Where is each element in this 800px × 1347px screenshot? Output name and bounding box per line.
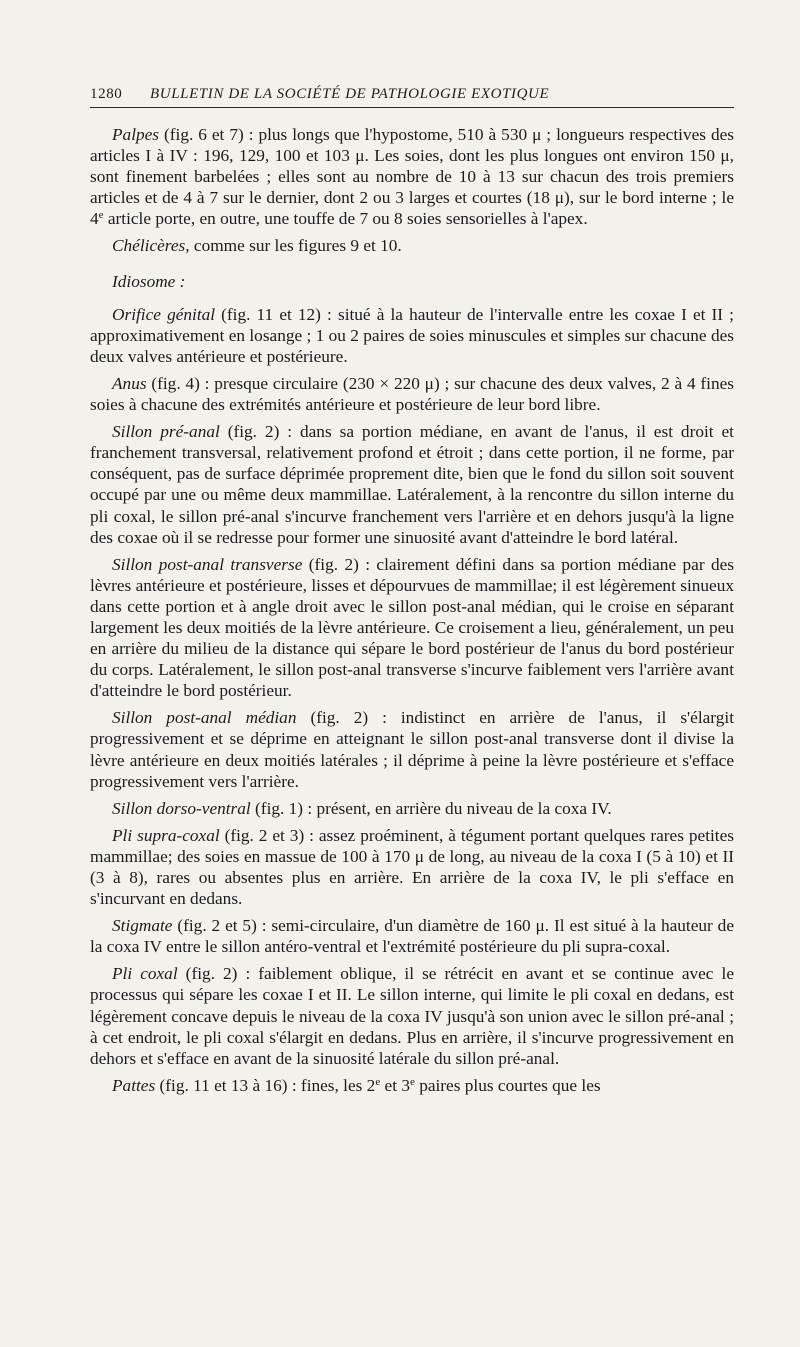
running-header: [90, 86, 734, 108]
paragraph-pattes: Pattes (fig. 11 et 13 à 16) : fines, les 2e et 3e paires plus courtes que les: [112, 1075, 601, 1095]
paragraph-pli-coxal: Pli coxal (fig. 2) : faiblement oblique, il se rétrécit en avant et se continue avec le processus qui sépare les coxae I et II. Le sillon interne, qui limite le pli coxal en dedans, est légèrement concave depuis le niveau de la coxa IV jusqu'à son union avec le sillon pré-anal ; à cet endroit, le pli coxal s'élargit en dedans. Plus en arrière, il s'incurve progressivement en dehors et s'efface en avant de la sinuosité latérale du sillon pré-anal.: [90, 964, 734, 1068]
document-page: [90, 86, 734, 1102]
paragraph-sillon-post-anal-transverse: Sillon post-anal transverse (fig. 2) : clairement défini dans sa portion médiane par des lèvres antérieure et postérieure, lisses et dépourvues de mammillae; il est légèrement sinueux dans cette portion et à angle droit avec le sillon post-anal médian, qui le croise en séparant largement les deux moitiés de la lèvre antérieure. Ce croisement a lieu, généralement, un peu en arrière du milieu de la distance qui sépare le bord postérieur de l'anus du bord postérieur du corps. Latéralement, le sillon post-anal transverse s'incurve faiblement vers l'arrière avant d'atteindre le bord postérieur.: [90, 554, 734, 701]
journal-title: BULLETIN DE LA SOCIÉTÉ DE PATHOLOGIE EXOTIQUE: [150, 86, 550, 102]
paragraph-palpes: Palpes (fig. 6 et 7) : plus longs que l'hypostome, 510 à 530 μ ; longueurs respectives des articles I à IV : 196, 129, 100 et 103 μ. Les soies, dont les plus longues ont environ 150 μ, sont finement barbelées ; elles sont au nombre de 10 à 13 sur chacun des trois premiers articles et de 4 à 7 sur le dernier, dont 2 ou 3 larges et courtes (18 μ), sur le bord interne ; le 4e article porte, en outre, une touffe de 7 ou 8 soies sensorielles à l'apex.: [90, 125, 734, 229]
paragraph-anus: Anus (fig. 4) : presque circulaire (230 × 220 μ) ; sur chacune des deux valves, 2 à 4 fines soies à chacune des extrémités antérieure et postérieure de leur bord libre.: [90, 373, 734, 415]
paragraph-sillon-dorso-ventral: Sillon dorso-ventral (fig. 1) : présent, en arrière du niveau de la coxa IV.: [112, 798, 612, 818]
section-heading-idiosome: Idiosome :: [112, 271, 186, 291]
paragraph-chelicères: Chélicères, comme sur les figures 9 et 10.: [112, 236, 402, 256]
paragraph-orifice-genital: Orifice génital (fig. 11 et 12) : situé à la hauteur de l'intervalle entre les coxae I et II ; approximativement en losange ; 1 ou 2 paires de soies minuscules et simples sur chacune des deux valves antérieure et postérieure.: [90, 304, 734, 366]
paragraph-stigmate: Stigmate (fig. 2 et 5) : semi-circulaire, d'un diamètre de 160 μ. Il est situé à la hauteur de la coxa IV entre le sillon antéro-ventral et l'extrémité postérieure du pli supra-coxal.: [90, 916, 734, 957]
paragraph-sillon-post-anal-median: Sillon post-anal médian (fig. 2) : indistinct en arrière de l'anus, il s'élargit progressivement et se déprime en atteignant le sillon post-anal transverse dont il divise la lèvre antérieure en deux moitiés latérales ; il déprime à peine la lèvre postérieure et s'efface progressivement vers l'arrière.: [90, 708, 734, 791]
paragraph-sillon-pre-anal: Sillon pré-anal (fig. 2) : dans sa portion médiane, en avant de l'anus, il est droit et franchement transversal, relativement profond et étroit ; dans cette portion, il ne forme, par conséquent, pas de surface déprimée proprement dite, bien que le fond du sillon soit souvent occupé par une ou même deux mammillae. Latéralement, à la rencontre du sillon interne du pli coxal, le sillon pré-anal s'incurve franchement vers l'arrière et en dehors jusqu'à la ligne des coxae où il se redresse pour former une sinuosité avant d'atteindre le bord latéral.: [90, 422, 734, 547]
paragraph-pli-supra-coxal: Pli supra-coxal (fig. 2 et 3) : assez proéminent, à tégument portant quelques rares petites mammillae; des soies en massue de 100 à 170 μ de long, au niveau de la coxa I (5 à 10) et II (3 à 8), rares ou absentes plus en arrière. En arrière de la coxa IV, le pli s'efface en s'incurvant en dedans.: [90, 825, 734, 909]
page-number: 1280: [90, 86, 123, 102]
